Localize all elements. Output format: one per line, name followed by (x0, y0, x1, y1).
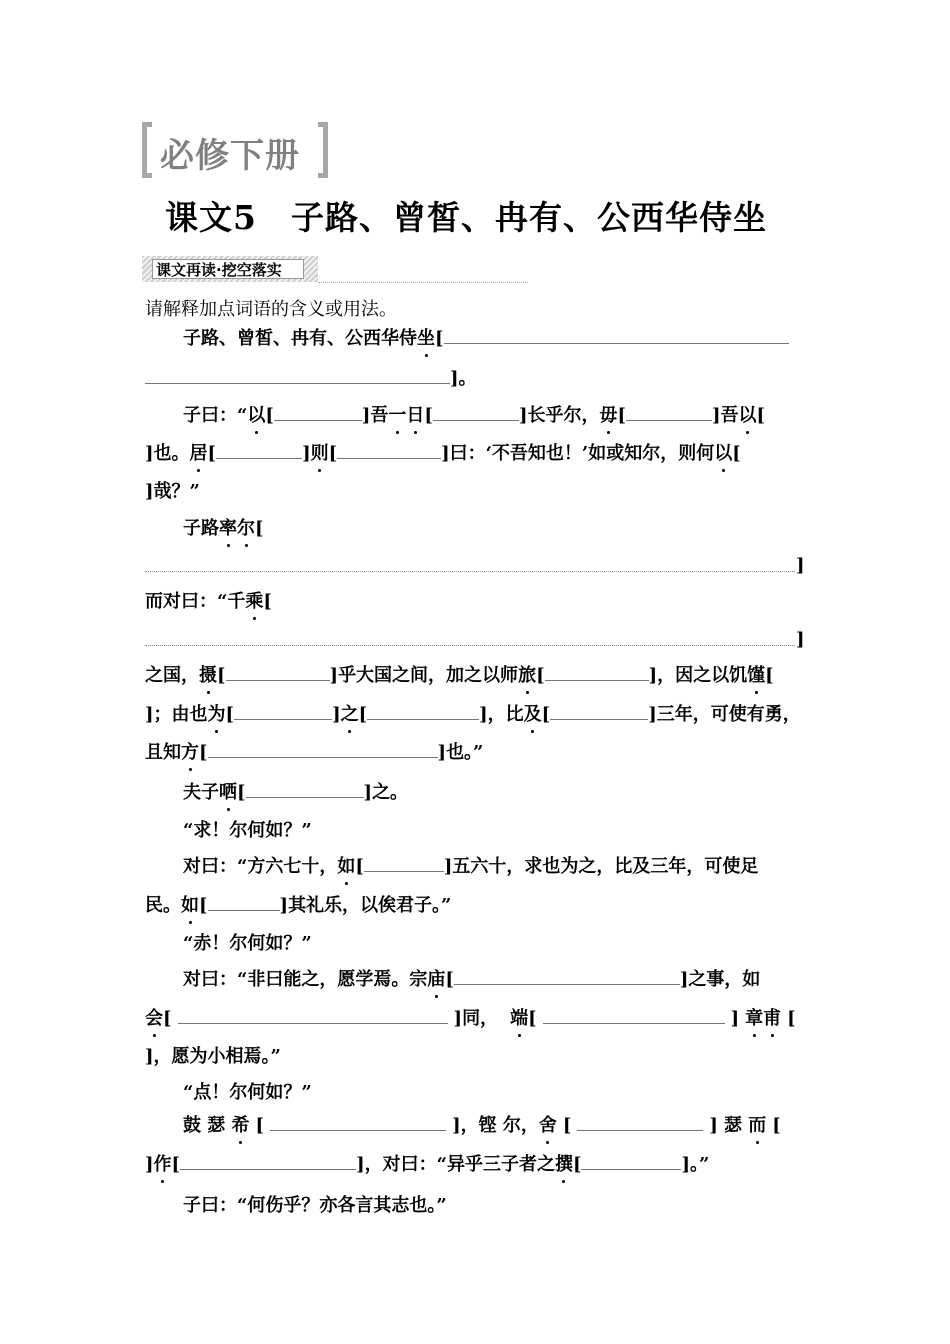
dotted-word: 哂 (219, 782, 237, 803)
answer-blank[interactable] (626, 405, 712, 421)
answer-blank[interactable] (364, 856, 444, 872)
dotted-word: 以 (247, 405, 266, 426)
text-line: ]。 (145, 367, 477, 391)
text-line: 民。如[ ]其礼乐，以俟君子。” (145, 895, 452, 916)
answer-blank[interactable] (367, 704, 479, 720)
badge-right-bracket (318, 122, 328, 178)
text-line: “点！尔何如？” (183, 1082, 312, 1103)
section-divider (318, 282, 528, 283)
section-tag (142, 256, 318, 282)
answer-blank[interactable] (577, 1115, 703, 1131)
dotted-word: 如 (337, 856, 356, 877)
dotted-word: 馑 (747, 665, 766, 686)
instruction-text: 请解释加点词语的含义或用法。 (145, 299, 397, 320)
dotted-word: 如 (181, 895, 199, 916)
answer-blank[interactable] (581, 1154, 681, 1170)
dotted-word: 则 (310, 443, 329, 464)
dotted-word: 为 (207, 704, 226, 725)
dotted-word: 一 (388, 405, 407, 426)
dotted-word: 以 (738, 405, 757, 426)
answer-blank[interactable] (208, 895, 280, 911)
text-line: 会[ ]同， 端[ ] 章甫 [ (145, 1008, 796, 1029)
answer-blank[interactable] (270, 1115, 446, 1131)
volume-badge (142, 122, 328, 182)
dotted-word: 舍 (538, 1115, 557, 1136)
answer-blank[interactable] (444, 328, 789, 344)
lesson-title: 课文5 子路、曾皙、冉有、公西华侍坐 (165, 198, 767, 237)
dotted-word: 作 (153, 1154, 172, 1175)
answer-blank[interactable] (545, 665, 649, 681)
dotted-word: 及 (523, 704, 542, 725)
text-line: 对曰：“非曰能之，愿学焉。宗庙[ ]之事，如 (183, 969, 761, 990)
dotted-word: 毋 (599, 405, 618, 426)
dotted-word: 会 (145, 1008, 163, 1029)
section-tag-label: 课文再读·挖空落实 (156, 261, 282, 279)
dotted-word: 希 (231, 1115, 250, 1136)
answer-blank[interactable] (178, 1008, 448, 1024)
dotted-word: 方 (181, 742, 199, 763)
text-line: ] (796, 629, 805, 650)
answer-blank[interactable] (208, 742, 438, 758)
text-line: ]，愿为小相焉。” (145, 1046, 281, 1067)
text-line: 而对曰：“千乘[ (145, 591, 272, 612)
answer-blank[interactable] (180, 1154, 356, 1170)
answer-blank[interactable] (226, 665, 330, 681)
text-line: 对曰：“方六七十，如[ ]五六十，求也为之，比及三年，可使足 (183, 856, 759, 877)
dotted-word: 端 (510, 1008, 529, 1029)
dotted-word: 居 (189, 443, 208, 464)
text-line: 夫子哂[ ]之。 (183, 782, 409, 803)
answer-blank[interactable] (454, 969, 680, 985)
answer-blank[interactable] (246, 782, 364, 798)
text-line: ]哉？” (145, 481, 200, 502)
dotted-word: 旅 (518, 665, 537, 686)
answer-blank[interactable] (550, 704, 648, 720)
text-line: ] (796, 555, 805, 576)
answer-blank[interactable] (337, 443, 441, 459)
dotted-word: 之 (340, 704, 359, 725)
dotted-word: 摄 (199, 665, 217, 686)
text-line: 子曰：“何伤乎？亦各言其志也。” (183, 1195, 447, 1216)
answer-line[interactable] (145, 644, 795, 646)
answer-blank[interactable] (234, 704, 332, 720)
text-line: 子路率尔[ (183, 518, 264, 539)
text-line: “赤！尔何如？” (183, 933, 312, 954)
dotted-word: 以 (714, 443, 733, 464)
text-line: 子路、曾皙、冉有、公西华侍坐[ (183, 327, 789, 351)
dotted-word: 甫 (763, 1008, 782, 1029)
dotted-word: 章 (745, 1008, 764, 1029)
answer-blank[interactable] (216, 443, 302, 459)
text-line: “求！尔何如？” (183, 820, 312, 841)
dotted-word: 尔 (237, 518, 255, 539)
text-line: ]也。居[ ]则[ ]曰：‘不吾知也！’如或知尔，则何以[ (145, 443, 741, 464)
text-line: 子曰：“以[ ]吾一日[ ]长乎尔，毋[ ]吾以[ (183, 405, 766, 426)
text-line: ]作[ ]，对曰：“异乎三子者之撰[ ]。” (145, 1154, 710, 1175)
text-line: 之国，摄[ ]乎大国之间，加之以师旅[ ]，因之以饥馑[ (145, 665, 774, 686)
text-line: 且知方[ ]也。” (145, 742, 484, 763)
answer-blank[interactable] (145, 368, 450, 384)
badge-label: 必修下册 (160, 136, 300, 176)
dotted-word: 乘 (245, 591, 264, 612)
badge-left-bracket (142, 122, 152, 178)
dotted-word: 坐 (417, 328, 435, 349)
dotted-word: 庙 (427, 969, 446, 990)
answer-line[interactable] (145, 570, 795, 572)
dotted-word: 撰 (554, 1154, 573, 1175)
text-line: 鼓 瑟 希 [ ]，铿 尔，舍 [ ] 瑟 而 [ (183, 1115, 781, 1136)
text-line: ]；由也为[ ]之[ ]，比及[ ]三年，可使有勇， (145, 704, 801, 725)
dotted-word: 而 (748, 1115, 767, 1136)
dotted-word: 日 (406, 405, 425, 426)
answer-blank[interactable] (543, 1008, 725, 1024)
answer-blank[interactable] (274, 405, 362, 421)
answer-blank[interactable] (433, 405, 519, 421)
dotted-word: 率 (219, 518, 237, 539)
